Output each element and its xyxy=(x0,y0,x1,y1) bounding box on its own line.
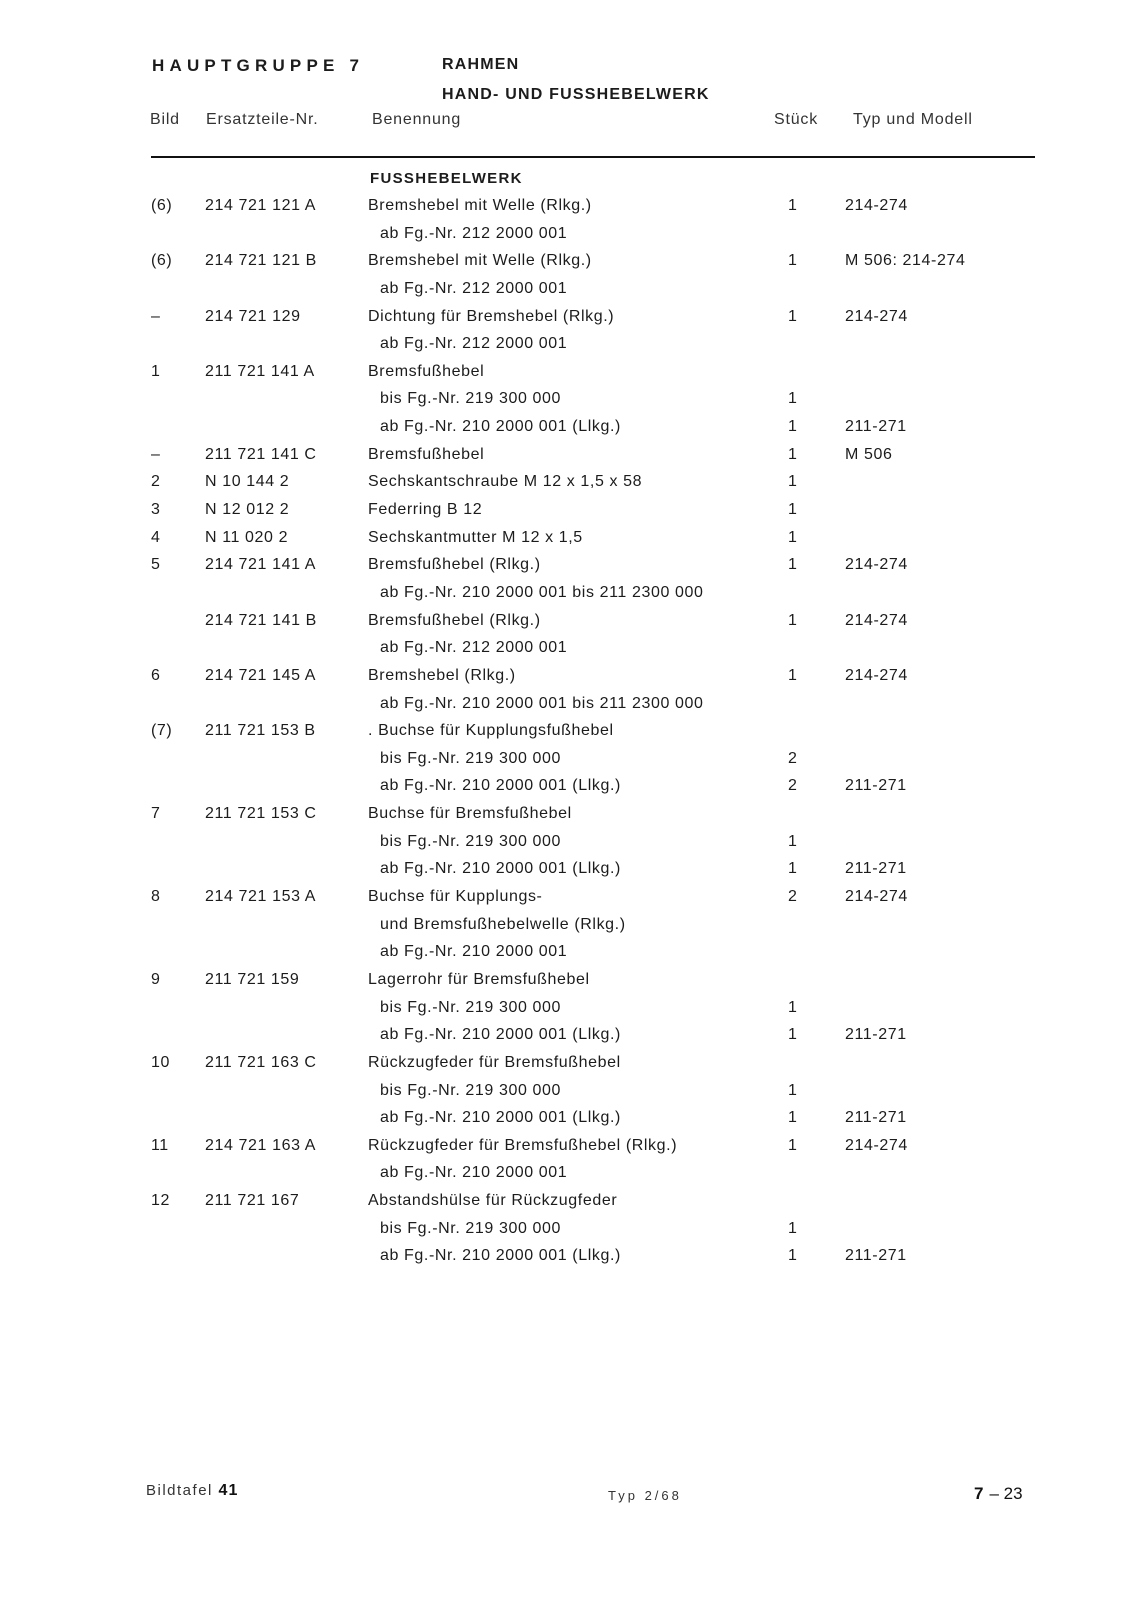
cell-quantity: 1 xyxy=(788,832,798,850)
column-header-quantity: Stück xyxy=(774,111,819,128)
cell-type-model: 211-271 xyxy=(845,777,907,795)
table-row xyxy=(0,333,1139,361)
table-row xyxy=(0,444,1139,472)
cell-description: Dichtung für Bremshebel (Rlkg.) xyxy=(368,307,615,325)
page-index: 23 xyxy=(1003,1484,1023,1503)
cell-description: Buchse für Bremsfußhebel xyxy=(368,805,572,823)
cell-description: ab Fg.-Nr. 210 2000 001 (Llkg.) xyxy=(380,1247,621,1265)
table-row xyxy=(0,306,1139,334)
table-row xyxy=(0,278,1139,306)
cell-type-model: 211-271 xyxy=(845,1247,907,1265)
cell-part-number: 211 721 153 B xyxy=(205,722,316,740)
cell-part-number: 211 721 167 xyxy=(205,1192,300,1210)
plate-number: 41 xyxy=(218,1482,239,1499)
table-row xyxy=(0,803,1139,831)
cell-quantity: 1 xyxy=(788,1109,798,1127)
cell-quantity: 1 xyxy=(788,1247,798,1265)
cell-description: Abstandshülse für Rückzugfeder xyxy=(368,1192,618,1210)
cell-part-number: 214 721 153 A xyxy=(205,888,317,906)
column-header-description: Benennung xyxy=(372,111,462,128)
table-row xyxy=(0,969,1139,997)
table-row xyxy=(0,471,1139,499)
cell-description: ab Fg.-Nr. 210 2000 001 (Llkg.) xyxy=(380,418,621,436)
table-row xyxy=(0,1162,1139,1190)
cell-description: ab Fg.-Nr. 210 2000 001 bis 211 2300 000 xyxy=(380,694,704,712)
cell-part-number: 211 721 159 xyxy=(205,970,300,988)
cell-description: Rückzugfeder für Bremsfußhebel (Rlkg.) xyxy=(368,1136,678,1154)
table-row xyxy=(0,499,1139,527)
table-row xyxy=(0,1135,1139,1163)
cell-quantity: 1 xyxy=(788,611,798,629)
cell-quantity: 1 xyxy=(788,473,798,491)
cell-description: ab Fg.-Nr. 210 2000 001 xyxy=(380,1164,568,1182)
cell-description: bis Fg.-Nr. 219 300 000 xyxy=(380,749,562,767)
cell-bild: (6) xyxy=(151,197,173,214)
column-header-type-model: Typ und Modell xyxy=(853,111,973,128)
cell-description: bis Fg.-Nr. 219 300 000 xyxy=(380,390,562,408)
table-row xyxy=(0,610,1139,638)
cell-bild: – xyxy=(151,445,161,463)
column-header-part-number: Ersatzteile-Nr. xyxy=(206,111,319,128)
cell-description: ab Fg.-Nr. 212 2000 001 xyxy=(380,224,568,242)
plate-label: Bildtafel xyxy=(146,1482,213,1499)
cell-type-model: 211-271 xyxy=(845,1026,907,1044)
table-row xyxy=(0,250,1139,278)
cell-part-number: 211 721 141 C xyxy=(205,445,317,463)
section-title: FUSSHEBELWERK xyxy=(370,170,523,187)
table-row xyxy=(0,1052,1139,1080)
table-row xyxy=(0,223,1139,251)
table-row xyxy=(0,914,1139,942)
footer-plate xyxy=(146,1482,238,1500)
table-row xyxy=(0,1080,1139,1108)
cell-description: ab Fg.-Nr. 212 2000 001 xyxy=(380,279,568,297)
cell-description: ab Fg.-Nr. 210 2000 001 (Llkg.) xyxy=(380,1026,621,1044)
cell-quantity: 1 xyxy=(788,528,798,546)
cell-quantity: 1 xyxy=(788,445,798,463)
cell-quantity: 1 xyxy=(788,197,798,214)
cell-description: bis Fg.-Nr. 219 300 000 xyxy=(380,1219,562,1237)
cell-type-model: 214-274 xyxy=(845,556,908,574)
page-number xyxy=(974,1484,1023,1504)
cell-description: Buchse für Kupplungs- xyxy=(368,888,543,906)
table-row xyxy=(0,195,1139,223)
cell-part-number: 214 721 121 A xyxy=(205,197,317,214)
group-title: RAHMEN xyxy=(442,56,520,73)
cell-description: ab Fg.-Nr. 210 2000 001 (Llkg.) xyxy=(380,777,621,795)
cell-part-number: 211 721 141 A xyxy=(205,362,315,380)
cell-description: Bremsfußhebel (Rlkg.) xyxy=(368,611,541,629)
cell-type-model: 211-271 xyxy=(845,860,907,878)
cell-bild: 4 xyxy=(151,528,161,546)
table-row xyxy=(0,637,1139,665)
cell-description: ab Fg.-Nr. 212 2000 001 xyxy=(380,335,568,353)
cell-type-model: M 506 xyxy=(845,445,893,463)
column-header-bild: Bild xyxy=(150,111,180,128)
cell-quantity: 1 xyxy=(788,1136,798,1154)
table-row xyxy=(0,941,1139,969)
table-row xyxy=(0,1107,1139,1135)
cell-quantity: 1 xyxy=(788,998,798,1016)
cell-part-number: N 10 144 2 xyxy=(205,473,290,491)
cell-quantity: 1 xyxy=(788,1081,798,1099)
cell-description: bis Fg.-Nr. 219 300 000 xyxy=(380,998,562,1016)
table-row xyxy=(0,997,1139,1025)
parts-table xyxy=(0,195,1139,1273)
cell-bild: 7 xyxy=(151,805,161,823)
cell-bild: (7) xyxy=(151,722,173,740)
cell-description: ab Fg.-Nr. 210 2000 001 (Llkg.) xyxy=(380,860,621,878)
cell-part-number: 214 721 145 A xyxy=(205,666,317,684)
cell-bild: 1 xyxy=(151,362,161,380)
cell-type-model: 214-274 xyxy=(845,1136,908,1154)
table-row xyxy=(0,1218,1139,1246)
cell-bild: 3 xyxy=(151,501,161,519)
cell-bild: 9 xyxy=(151,970,161,988)
cell-bild: 11 xyxy=(151,1136,169,1154)
cell-bild: 10 xyxy=(151,1053,170,1071)
cell-description: ab Fg.-Nr. 210 2000 001 (Llkg.) xyxy=(380,1109,621,1127)
cell-bild: 12 xyxy=(151,1192,170,1210)
cell-bild: (6) xyxy=(151,252,173,270)
cell-part-number: 214 721 129 xyxy=(205,307,301,325)
cell-description: Sechskantschraube M 12 x 1,5 x 58 xyxy=(368,473,643,491)
cell-part-number: 211 721 163 C xyxy=(205,1053,317,1071)
cell-description: Rückzugfeder für Bremsfußhebel xyxy=(368,1053,621,1071)
cell-description: und Bremsfußhebelwelle (Rlkg.) xyxy=(380,915,626,933)
table-row xyxy=(0,858,1139,886)
cell-bild: 5 xyxy=(151,556,161,574)
table-row xyxy=(0,1245,1139,1273)
cell-quantity: 1 xyxy=(788,418,798,436)
cell-quantity: 1 xyxy=(788,1026,798,1044)
cell-quantity: 1 xyxy=(788,666,798,684)
cell-quantity: 2 xyxy=(788,749,798,767)
table-row xyxy=(0,416,1139,444)
cell-type-model: 214-274 xyxy=(845,307,908,325)
cell-bild: 2 xyxy=(151,473,161,491)
cell-bild: 6 xyxy=(151,666,161,684)
cell-description: bis Fg.-Nr. 219 300 000 xyxy=(380,832,562,850)
cell-quantity: 1 xyxy=(788,501,798,519)
footer-type: Typ 2/68 xyxy=(608,1488,682,1503)
cell-bild: 8 xyxy=(151,888,161,906)
cell-quantity: 1 xyxy=(788,307,798,325)
table-row xyxy=(0,554,1139,582)
table-row xyxy=(0,665,1139,693)
cell-part-number: N 12 012 2 xyxy=(205,501,290,519)
table-row xyxy=(0,582,1139,610)
table-row xyxy=(0,775,1139,803)
cell-description: Bremsfußhebel xyxy=(368,362,485,380)
table-row xyxy=(0,831,1139,859)
table-row xyxy=(0,1190,1139,1218)
cell-type-model: 211-271 xyxy=(845,1109,907,1127)
cell-quantity: 2 xyxy=(788,777,798,795)
cell-description: Bremshebel mit Welle (Rlkg.) xyxy=(368,252,592,270)
header-divider xyxy=(151,156,1035,158)
cell-type-model: 214-274 xyxy=(845,666,908,684)
cell-part-number: 214 721 141 B xyxy=(205,611,317,629)
cell-quantity: 1 xyxy=(788,860,798,878)
cell-type-model: 214-274 xyxy=(845,888,908,906)
cell-type-model: 214-274 xyxy=(845,611,908,629)
cell-type-model: 214-274 xyxy=(845,197,908,214)
cell-description: . Buchse für Kupplungsfußhebel xyxy=(368,722,614,740)
cell-description: Bremsfußhebel xyxy=(368,445,485,463)
subgroup-title: HAND- UND FUSSHEBELWERK xyxy=(442,86,710,103)
cell-description: Bremshebel mit Welle (Rlkg.) xyxy=(368,197,592,214)
table-row xyxy=(0,361,1139,389)
cell-part-number: 214 721 121 B xyxy=(205,252,317,270)
table-row xyxy=(0,693,1139,721)
cell-description: ab Fg.-Nr. 210 2000 001 bis 211 2300 000 xyxy=(380,583,704,601)
cell-quantity: 2 xyxy=(788,888,798,906)
cell-part-number: N 11 020 2 xyxy=(205,528,289,546)
page-group: 7 xyxy=(974,1484,984,1503)
cell-quantity: 1 xyxy=(788,1219,798,1237)
cell-description: Lagerrohr für Bremsfußhebel xyxy=(368,970,590,988)
cell-type-model: 211-271 xyxy=(845,418,907,436)
cell-type-model: M 506: 214-274 xyxy=(845,252,966,270)
cell-bild: – xyxy=(151,307,161,325)
table-row xyxy=(0,748,1139,776)
table-row xyxy=(0,388,1139,416)
page-separator: – xyxy=(989,1484,999,1503)
cell-description: Sechskantmutter M 12 x 1,5 xyxy=(368,528,583,546)
cell-quantity: 1 xyxy=(788,252,798,270)
cell-description: bis Fg.-Nr. 219 300 000 xyxy=(380,1081,562,1099)
table-row xyxy=(0,720,1139,748)
table-row xyxy=(0,1024,1139,1052)
cell-quantity: 1 xyxy=(788,556,798,574)
cell-part-number: 211 721 153 C xyxy=(205,805,317,823)
cell-part-number: 214 721 163 A xyxy=(205,1136,317,1154)
cell-quantity: 1 xyxy=(788,390,798,408)
main-group-heading: HAUPTGRUPPE 7 xyxy=(152,56,365,75)
cell-description: ab Fg.-Nr. 210 2000 001 xyxy=(380,943,568,961)
cell-description: Federring B 12 xyxy=(368,501,483,519)
cell-description: ab Fg.-Nr. 212 2000 001 xyxy=(380,639,568,657)
cell-description: Bremsfußhebel (Rlkg.) xyxy=(368,556,541,574)
table-row xyxy=(0,527,1139,555)
cell-description: Bremshebel (Rlkg.) xyxy=(368,666,516,684)
table-row xyxy=(0,886,1139,914)
cell-part-number: 214 721 141 A xyxy=(205,556,317,574)
